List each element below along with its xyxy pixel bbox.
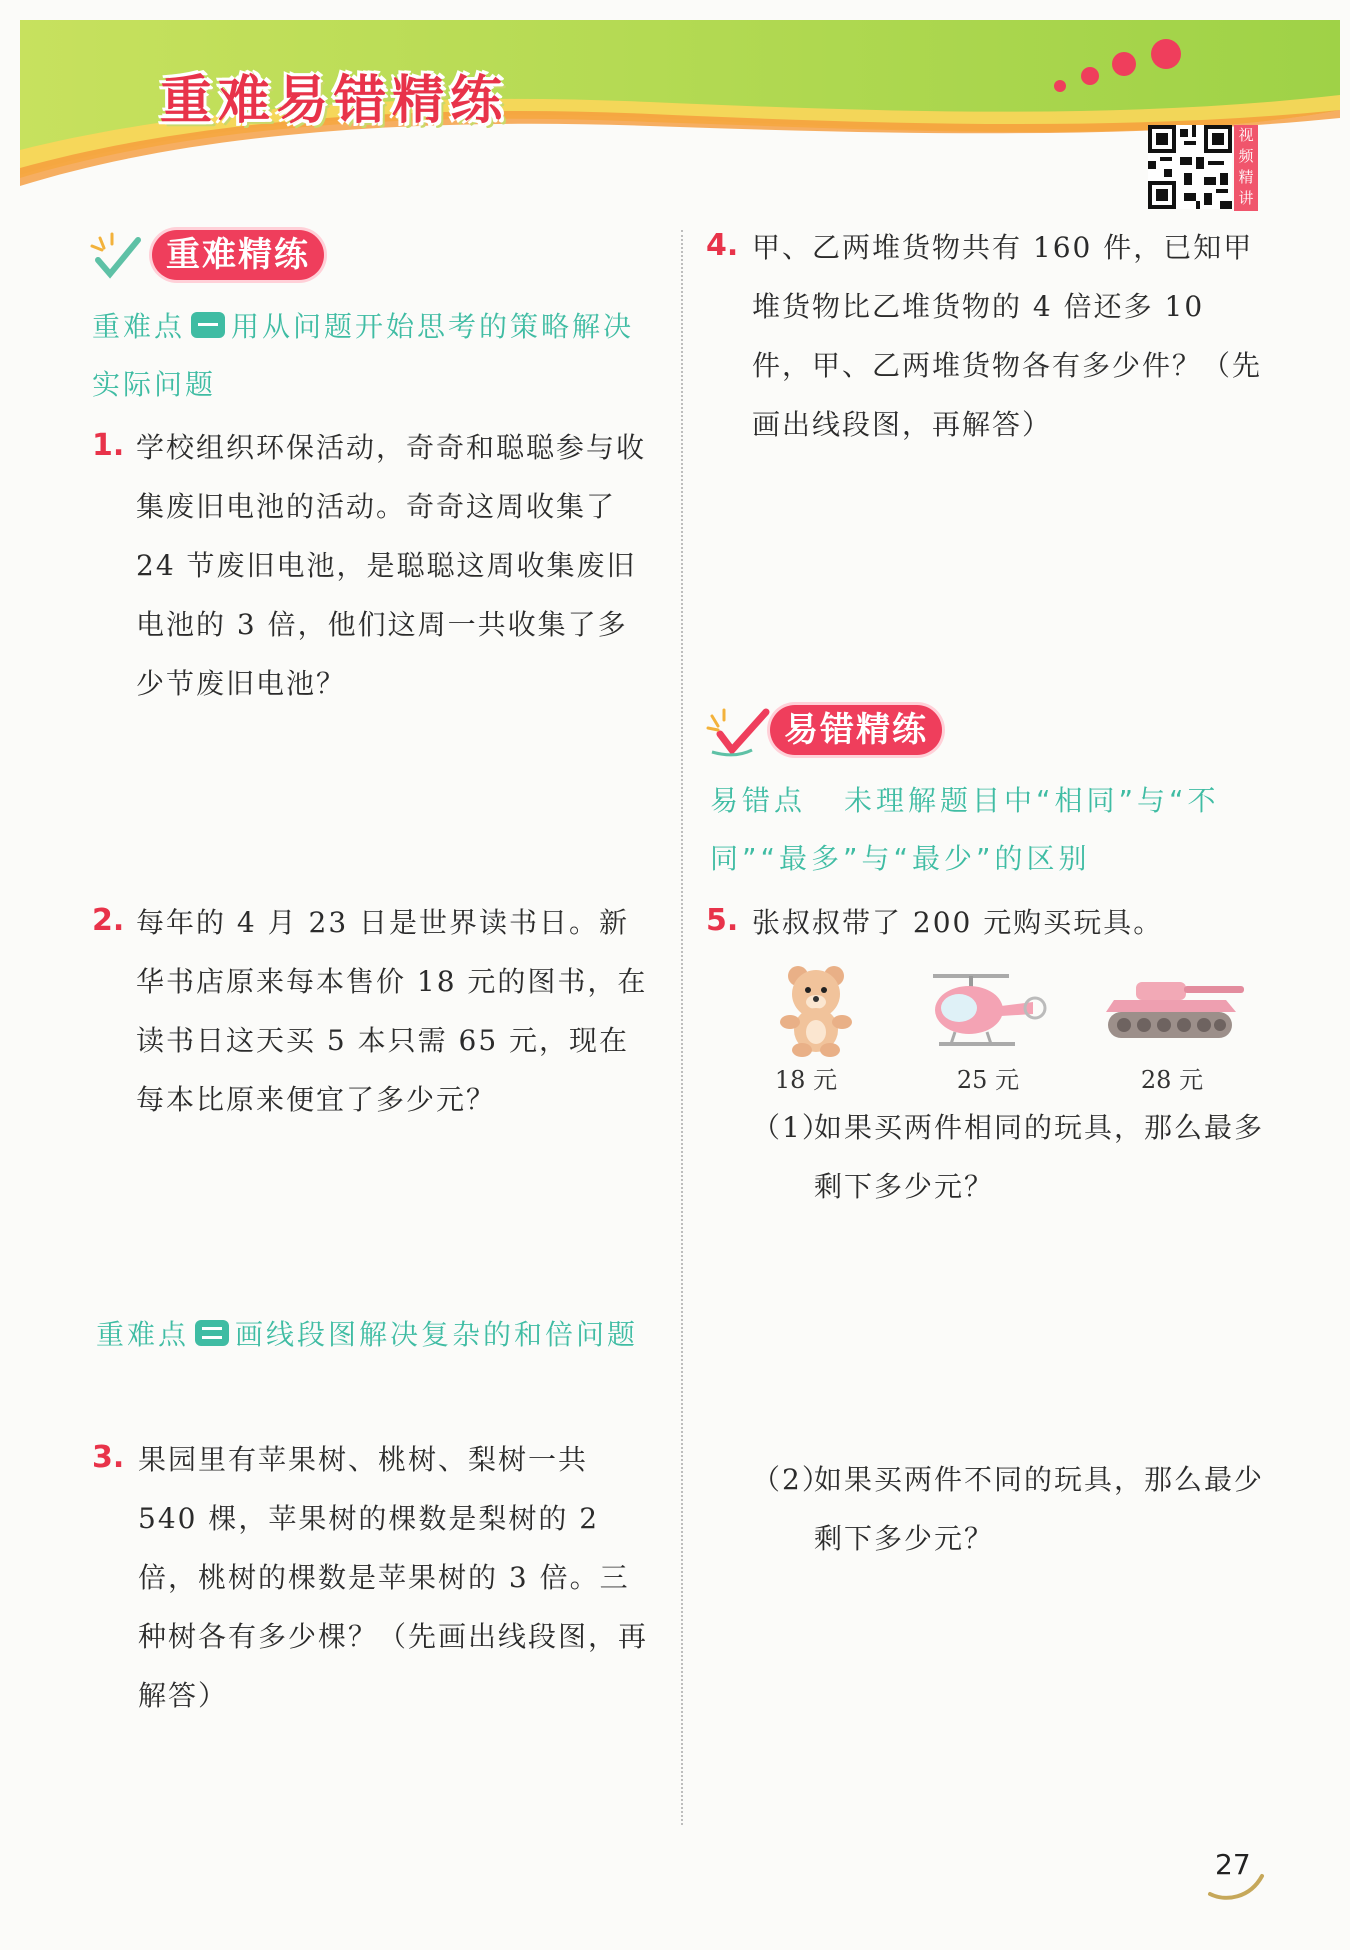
helicopter-icon — [925, 968, 1049, 1054]
number-one-icon — [191, 312, 225, 338]
problem-1-text: 学校组织环保活动，奇奇和聪聪参与收集废旧电池的活动。奇奇这周收集了 24 节废旧电池，是聪聪这周收集废旧电池的 3 倍，他们这周一共收集了多少节废旧电池？ — [136, 431, 647, 700]
problem-3-text: 果园里有苹果树、桃树、梨树一共 540 棵，苹果树的棵数是梨树的 2 倍，桃树的棵数是苹果树的 3 倍。三种树各有多少棵？（先画出线段图，再解答） — [138, 1443, 649, 1712]
section-badge-mistakes: 易错精练 — [770, 705, 942, 755]
mistake-point-prefix: 易错点 — [710, 784, 807, 817]
mistake-point-text: 未理解题目中“相同”与“不同”“最多”与“最少”的区别 — [710, 784, 1220, 875]
problem-number: 4. — [706, 228, 739, 263]
sparkle-check-icon — [90, 230, 146, 280]
number-two-icon — [195, 1320, 229, 1346]
key-point-prefix: 重难点 — [96, 1318, 190, 1351]
qr-video-label: 视频精讲 — [1234, 125, 1258, 211]
problem-5-text: 张叔叔带了 200 元购买玩具。 — [752, 906, 1164, 939]
teddy-bear-icon — [768, 962, 864, 1058]
key-point-2 — [96, 1306, 656, 1364]
tank-icon — [1100, 976, 1250, 1042]
section-badge-difficult: 重难精练 — [152, 230, 324, 280]
banner-title: 重难易错精练 — [160, 71, 509, 131]
sub-question-label: （2） — [752, 1463, 832, 1496]
key-point-prefix: 重难点 — [92, 310, 186, 343]
key-point-1 — [92, 298, 652, 414]
problem-4-text: 甲、乙两堆货物共有 160 件，已知甲堆货物比乙堆货物的 4 倍还多 10 件，甲、乙两堆货物各有多少件？（先画出线段图，再解答） — [752, 231, 1263, 441]
problem-number: 1. — [92, 428, 125, 463]
sub-question-2-text: 如果买两件不同的玩具，那么最少剩下多少元？ — [814, 1463, 1265, 1555]
sub-question-label: （1） — [752, 1111, 832, 1144]
toy-price-helicopter: 25 元 — [956, 1066, 1020, 1094]
toy-price-tank: 28 元 — [1140, 1066, 1204, 1094]
qr-code-icon[interactable] — [1148, 125, 1232, 209]
toy-price-teddy: 18 元 — [774, 1066, 838, 1094]
key-point-text: 用从问题开始思考的策略解决实际问题 — [92, 310, 635, 401]
sub-question-1-text: 如果买两件相同的玩具，那么最多剩下多少元？ — [814, 1111, 1265, 1203]
mistake-point — [710, 772, 1270, 888]
column-divider — [681, 230, 683, 1825]
problem-number: 3. — [92, 1440, 125, 1475]
key-point-text: 画线段图解决复杂的和倍问题 — [235, 1318, 639, 1351]
problem-2-text: 每年的 4 月 23 日是世界读书日。新华书店原来每本售价 18 元的图书，在读书日这天买 5 本只需 65 元，现在每本比原来便宜了多少元？ — [136, 906, 648, 1116]
page-number: 27 — [1215, 1848, 1251, 1881]
problem-number: 5. — [706, 903, 739, 938]
check-mark-icon — [706, 704, 770, 758]
problem-number: 2. — [92, 903, 125, 938]
